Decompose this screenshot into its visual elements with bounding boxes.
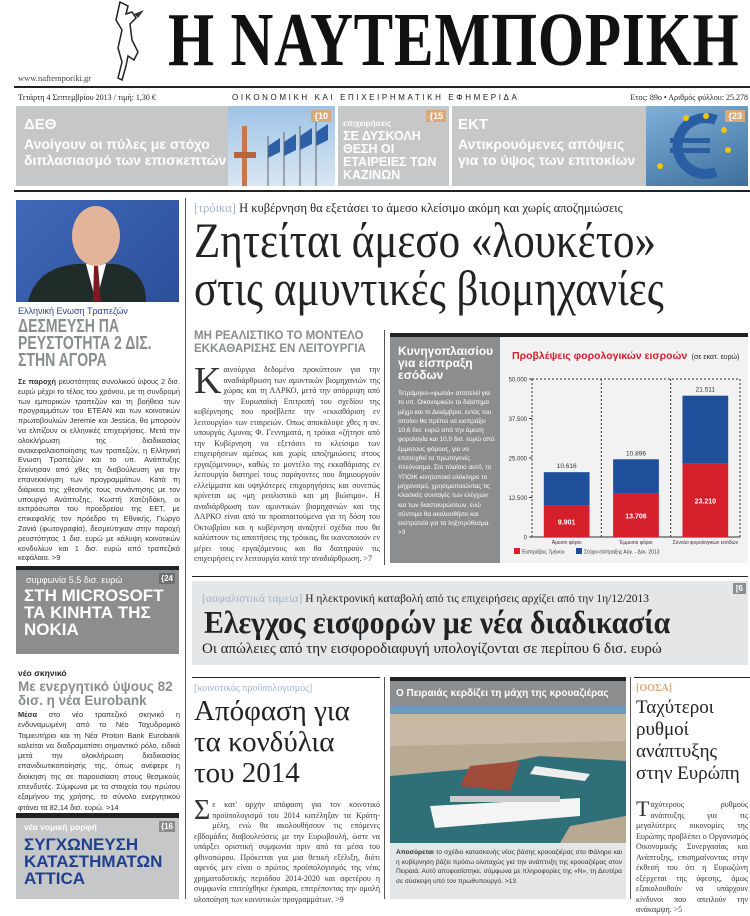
masthead-rule <box>14 86 750 88</box>
attica-kicker: νέα νομική μορφή <box>24 822 97 832</box>
eurobank-lead: Μέσα <box>18 710 38 719</box>
piraeus-port-photo <box>390 706 626 843</box>
chart-title: Προβλέψεις φορολογικών εισροών <box>512 350 688 362</box>
piraeus-headline: Ο Πειραιάς κερδίζει τη μάχη της κρουαζιέρας <box>390 681 626 706</box>
eurobank-text: στο νέο τραπεζικό σκηνικό η ενδυναμωμένη από το Νέο Ταχυδρομικό Ταμιευτήριο και τη Νέα Proton Bank Eurobank καλείται να διαδραματίσει σημαντικό ρόλο, ειδικά μετά την ολοκλήρωση διαδικασίας επανιδιωτικοποίησής της, όπως ανέφερε η διοίκηση της σε παρουσίαση στους θεσμικούς επενδυτές. Σύμφωνα με τα στοιχεία του πρώτου εξαμήνου της χρήσης, το σύνολο ενεργητικού φτάνει τα 82,14 δισ. ευρώ. >14 <box>18 710 180 812</box>
data-label: 23.210 <box>694 498 717 506</box>
tax-sidebar <box>390 337 500 563</box>
data-label: 13.706 <box>625 513 647 521</box>
legend-label: Στόχοι είσπραξης Αύγ. - Δεκ. 2013 <box>584 549 660 556</box>
data-label: 9.901 <box>557 519 576 527</box>
oecd-body <box>636 796 748 916</box>
piraeus-body <box>396 848 622 886</box>
section-rule <box>192 677 380 678</box>
dropcap: Τ <box>636 796 650 821</box>
eu-budget-kicker: [κοινοτικός προϋπολογισμός] <box>194 683 313 694</box>
microsoft-headline: ΣΤΗ MICROSOFT ΤΑ ΚΙΝΗΤΑ ΤΗΣ NOKIA <box>24 586 164 639</box>
issue-info: Ετος: 89ο • Αριθμός φύλλου: 25.278 <box>630 93 748 102</box>
bar-target <box>613 459 659 493</box>
teaser-deth[interactable] <box>16 106 335 186</box>
website-link[interactable]: www.naftemporiki.gr <box>18 73 92 83</box>
page-ref: {16 <box>160 822 173 831</box>
dateline: Τετάρτη 4 Σεπτεμβρίου 2013 / τιμή: 1,30 € <box>18 93 156 102</box>
section-rule <box>192 576 748 577</box>
insurance-headline: Ελεγχος εισφορών με νέα διαδικασία <box>204 604 671 640</box>
eurobank-headline: Με ενεργητικό ύψους 82 δισ. η νέα Eurobank <box>18 679 173 708</box>
section-rule <box>14 190 750 192</box>
lead-deck-text: Η κυβέρνηση θα εξετάσει το άμεσο κλείσιμο ακόμη και χωρίς αποζημιώσεις <box>239 201 623 215</box>
attica-box[interactable] <box>16 818 179 899</box>
y-tick-label: 37.500 <box>508 417 527 423</box>
banks-text: ρευστότητας συνολικού ύψους 2 δισ. ευρώ μέχρι το τέλος του χρόνου, με τη συνδρομή των εμπορικών τραπεζών και τη βοήθεια των προγραμμάτων του ΕΤΕΑΝ και των κοινοτικών πρωτοβουλιών Jeremie και Jessica, θα μπορούν να ελπίζουν οι ελληνικές επιχειρήσεις. Μετά την ολοκλήρωση της διαδικασίας ανακεφαλαιοποίησης των τραπεζών, η Ελληνική Ενωση Τραπεζών και το υπ. Ανάπτυξης ξεκίνησαν από χθες τη διαβούλευση για την επανεκκίνηση των προγραμμάτων. Κατά τη διάρκεια της χθεσινής τους συνάντησης με τον υπουργό Ανάπτυξης, Κωστή Χατζηδάκη, οι εκπρόσωποι του προεδρείου της ΕΕΤ, με επικεφαλής τον πρόεδρο τη Εθνικής, Γιώργο Ζανιά (φωτογραφία), δεσμεύτηκαν στην παροχή ρευστότητας 1 δισ. ευρώ με κάλυψη κοινοτικών κονδυλίων και 1 δισ. ευρώ από τραπεζικά κεφάλαια. >9 <box>18 377 180 563</box>
dropcap: Σ <box>194 795 211 826</box>
y-tick-label: 0 <box>523 535 527 542</box>
piraeus-story[interactable] <box>390 681 626 899</box>
page-ref: [6 <box>733 583 746 594</box>
x-tick-label: Σύνολο φορολογικών εσόδων <box>672 540 739 546</box>
lead-subhead: ΜΗ ΡΕΑΛΙΣΤΙΚΟ ΤΟ ΜΟΝΤΕΛΟ ΕΚΚΑΘΑΡΙΣΗΣ ΕΝ ΛΕΙΤΟΥΡΓΙΑ <box>194 330 366 355</box>
bar-target <box>682 396 728 464</box>
teaser-kicker: ΔΕΘ <box>24 116 57 133</box>
column-divider <box>384 330 385 565</box>
legend-swatch <box>576 548 582 554</box>
tagline: ΟΙΚΟΝΟΜΙΚΗ ΚΑΙ ΕΠΙΧΕΙΡΗΜΑΤΙΚΗ ΕΦΗΜΕΡΙΔΑ <box>232 93 520 102</box>
page-ref: {15 <box>426 110 446 122</box>
legend-label: Εισπράξεις 7μήνου <box>522 549 565 556</box>
attica-headline: ΣΥΓΧΩΝΕΥΣΗ ΚΑΤΑΣΤΗΜΑΤΩΝ ATTICA <box>24 835 163 888</box>
column-divider <box>630 677 631 899</box>
column-divider <box>185 198 186 899</box>
lead-body <box>194 360 380 565</box>
data-label: 21.511 <box>695 386 716 394</box>
teaser-ecb[interactable] <box>452 106 748 186</box>
x-tick-label: Έμμεσοι φόροι <box>619 540 653 546</box>
insurance-subhead: Οι απώλειες από την εισφοροδιαφυγή υπολογίζονται σε περίπου 6 δισ. ευρώ <box>202 641 662 657</box>
oecd-headline: Ταχύτεροι ρυθμοί ανάπτυξης στην Ευρώπη <box>636 697 740 784</box>
eu-budget-headline: Απόφαση για τα κονδύλια του 2014 <box>194 695 350 789</box>
insurance-story[interactable] <box>192 581 748 665</box>
lead-headline-line-2: στις αμυντικές βιομηχανίες <box>194 260 664 316</box>
insurance-kicker: [ασφαλιστικά ταμεία] <box>202 593 303 605</box>
oecd-text: αχύτερους ρυθμούς ανάπτυξης για τις μεγαλύτερες οικονομίες της Ευρώπης προβλέπει ο Οργανισμός Οικονομικής Συνεργασίας και Ανάπτυξης, επισημαίνοντας στην έκθεσή του ότι η Ευρωζώνη εξέρχεται της ύφεσης, όμως εξακολουθούν να υπάρχουν κίνδυνοι που απειλούν την ανάκαμψη. >5 <box>636 800 748 914</box>
hermes-logo-icon <box>108 0 152 82</box>
microsoft-box[interactable] <box>16 570 179 654</box>
chart-svg <box>500 337 748 563</box>
page-ref: {23 <box>725 110 745 122</box>
legend-swatch <box>514 548 520 554</box>
section-rule <box>634 677 750 678</box>
banks-story <box>18 318 180 562</box>
chart-unit: (σε εκατ. ευρώ) <box>691 354 740 361</box>
banks-lead: Σε παροχή <box>18 377 57 386</box>
teaser-kicker: ΕΚΤ <box>458 116 488 133</box>
eu-budget-text: ε κατ' αρχήν απόφαση για τον κοινοτικό προϋπολογισμό του 2014 κατέληξαν τα Κράτη-μέλη, ενώ θα ακολουθήσουν τις επόμενες εβδομάδες διαβουλεύσεις με την Ευρωβουλή, ώστε να υπάρξει οριστική συμφωνία πριν από τα μέσα του φθινοπώρου. Πρόκειται για μια θετική εξέλιξη, διότι αφενός μεν είναι ο πρώτος προϋπολογισμός της νέας χρηματοδοτικής περιόδου 2014-2020 και αφετέρου η συμφωνία επιτεύχθηκε έγκαιρα, επιτρέποντας την ομαλή υλοποίηση των κοινοτικών προγραμμάτων. >9 <box>194 800 380 904</box>
lead-headline-line-1: Ζητείται άμεσο «λουκέτο» <box>194 212 657 268</box>
teaser-kicker: επιχειρήσεις <box>343 119 392 128</box>
x-tick-label: Άμεσοι φόροι <box>551 540 582 546</box>
lead-kicker: [τρόικα] <box>194 201 236 215</box>
piraeus-lead: Αποσύρεται <box>396 849 434 856</box>
tax-sidebar-title: Κυνηγοπλαισίου για είσπραξη εσόδων <box>398 344 494 382</box>
banks-headline: ΔΕΣΜΕΥΣΗ ΠΑ ΡΕΥΣΤΟΤΗΤΑ 2 ΔΙΣ. ΣΤΗΝ ΑΓΟΡΑ <box>18 316 152 370</box>
piraeus-text: το σχέδιο κατασκευής νέας βάσης κρουαζιέρας στο Φάληρο και η κυβέρνηση βάζει πρόσω ολοταχώς για την ανάπτυξη της κρουαζιέρας στον Πειραιά. Αυτό αποφασίστηκε, σύμφωνα με πληροφορίες της «Ν», τη Δευτέρα σε σύσκεψη υπό τον πρωθυπουργό. >13 <box>396 849 622 885</box>
column-divider <box>384 677 385 899</box>
tax-chart <box>500 337 748 563</box>
microsoft-kicker: συμφωνία 5,5 δισ. ευρώ <box>26 575 123 585</box>
eurobank-kicker: νέο σκηνικό <box>18 668 67 678</box>
data-label: 10.616 <box>556 463 577 471</box>
page-ref: {10 <box>311 110 331 122</box>
y-tick-label: 12.500 <box>508 496 527 502</box>
page-ref: {24 <box>160 574 173 583</box>
masthead-title: Η ΝΑΥΤΕΜΠΟΡΙΚΗ <box>168 0 740 82</box>
tax-sidebar-body: Τετράμηνο-«φωτιά» αποτελεί για το υπ. Οικονομικών το διάστημα μέχρι και το Δεκέμβριο, εντός του οποίου θα πρέπει να εισπράξει 10,6 δισ. ευρώ από την άμεση φορολογία και 10,9 δισ. ευρώ από έμμεσους φόρους, για να επιτευχθεί το πρωτογενές πλεόνασμα. Στο πλαίσιο αυτό, το ΥΠΟΙΚ κινητοποιεί ολόκληρο το μηχανισμό, χρησιμοποιώντας τις κλασικές συνταγές των ελέγχων και των διασταυρώσεων, ενώ σύντομα θα ακολουθήσει και εκστρατεία για τα ληξιπρόθεσμα. >3 <box>398 390 495 537</box>
lead-body-text: αινούργια δεδομένα προκύπτουν για την αναδιάρθρωση των αμυντικών βιομηχανιών της χώρας και τη ΛΑΡΚΟ, μετά την απόρριψη από την Ευρωπαϊκή Επιτροπή του σχεδίου της κυβέρνησης που προέβλεπε την «εκκαθάριση εν λειτουργία» των εταιρειών. Οπως αποκάλυψε χθες η αν. υπουργός Αμυνας Φ. Γεννηματά, η τρόικα «ζήτησε από την Κυβέρνηση να εξετάσει το κλείσιμο των επιχειρήσεων αμέσως και χωρίς αποζημιώσεις στους εργαζόμενους», καθώς το μοντέλο της εκκαθάρισης εν λειτουργία διατηρεί τους παράγοντες που δημιουργούν ελλείμματα και υψηλότερες επιχορηγήσεις και συνεπώς κρίνεται ως «μη ρεαλιστικό και μη βιώσιμο». Η αναδιάρθρωση των αμυντικών βιομηχανιών και της ΛΑΡΚΟ είναι από τα προαπαιτούμενα για τη δόση του Οκτωβρίου και η κυβέρνηση αναζητεί σχέδια που θα καλύπτουν τις απαιτήσεις της τρόικας, θα ικανοποιούν εν μέρει τους εργαζόμενους και θα διατηρούν τις επιχειρήσεις εν λειτουργία κατά την αναδιάρθρωση. >7 <box>194 365 380 563</box>
y-tick-label: 50.000 <box>508 377 527 384</box>
data-label: 10.896 <box>626 450 646 458</box>
teaser-casinos[interactable] <box>338 106 449 186</box>
dropcap: Κ <box>194 360 222 402</box>
teaser-text: Ανοίγουν οι πύλες με στόχο διπλασιασμό των επισκεπτών <box>24 136 227 168</box>
teaser-text: ΣΕ ΔΥΣΚΟΛΗ ΘΕΣΗ ΟΙ ΕΤΑΙΡΕΙΕΣ ΤΩΝ ΚΑΖΙΝΩΝ <box>343 129 437 182</box>
insurance-deck-text: Η ηλεκτρονική καταβολή από τις επιχειρήσεις αρχίζει από την 1η/12/2013 <box>305 593 650 605</box>
eu-budget-body <box>194 795 380 905</box>
teaser-text: Αντικρουόμενες απόψεις για το ύψος των επιτοκίων <box>458 136 636 168</box>
banks-headline-box <box>18 318 180 373</box>
y-tick-label: 25.000 <box>508 456 527 463</box>
banks-kicker: Ελληνική Ενωση Τραπεζών <box>18 306 128 316</box>
lead-headline[interactable] <box>194 212 664 316</box>
oecd-kicker: [ΟΟΣΑ] <box>636 683 672 694</box>
bar-target <box>544 472 590 506</box>
eurobank-body <box>18 710 180 813</box>
banks-body <box>18 377 180 563</box>
banker-photo <box>16 200 179 302</box>
